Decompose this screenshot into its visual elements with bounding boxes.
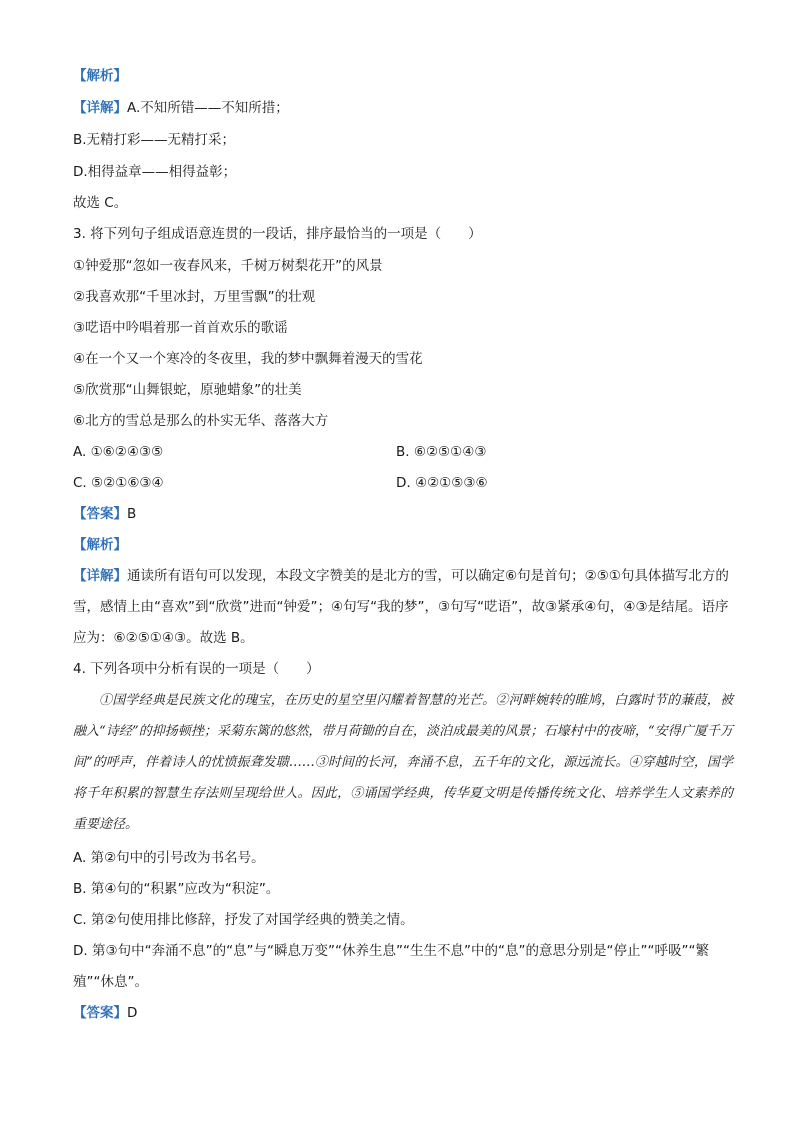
detail-line bbox=[73, 98, 289, 118]
detail-text: A.不知所错——不知所措； bbox=[127, 100, 289, 116]
q4-passage: ①国学经典是民族文化的瑰宝，在历史的星空里闪耀着智慧的光芒。②河畔婉转的睢鸠，白露时节的蒹葭，被融入“诗经”的抑扬顿挫；采菊东篱的悠然，带月荷锄的自在，淡泊成最美的风景；石壕村中的夜啼，“安得广厦千万间”的呼声，伴着诗人的忧愤振聋发聩……③时间的长河，奔涌不息，五千年的文化，源远流长。④穿越时空，国学将千年积累的智慧生存法则呈现给世人。因此，⑤诵国学经典，传华夏文明是传播传统文化、培养学生人文素养的重要途径。 bbox=[73, 693, 733, 832]
q3-item-1: ①钟爱那“忽如一夜春风来，千树万树梨花开”的风景 bbox=[73, 258, 383, 274]
q4-stem: 4. 下列各项中分析有误的一项是（ ） bbox=[73, 661, 320, 677]
q3-item-5: ⑤欣赏那“山舞银蛇，原驰蜡象”的壮美 bbox=[73, 382, 302, 398]
q3-item-6: ⑥北方的雪总是那么的朴实无华、落落大方 bbox=[73, 413, 329, 429]
answer-tag: 【答案】 bbox=[73, 506, 127, 522]
q4-option-a: A. 第②句中的引号改为书名号。 bbox=[73, 850, 265, 866]
q4-option-b: B. 第④句的“积累”应改为“积淀”。 bbox=[73, 881, 280, 897]
detail-tag: 【详解】 bbox=[73, 568, 127, 584]
answer-value: D bbox=[127, 1005, 138, 1021]
q3-option-c: C. ⑤②①⑥③④ bbox=[73, 475, 164, 491]
q3-stem: 3. 将下列句子组成语意连贯的一段话，排序最恰当的一项是（ ） bbox=[73, 226, 482, 242]
q3-answer bbox=[73, 504, 136, 524]
q3-item-2: ②我喜欢那“千里冰封，万里雪飘”的壮观 bbox=[73, 289, 316, 305]
q3-option-a: A. ①⑥②④③⑤ bbox=[73, 444, 164, 460]
analysis-heading: 【解析】 bbox=[73, 68, 127, 84]
q4-option-c: C. 第②句使用排比修辞，抒发了对国学经典的赞美之情。 bbox=[73, 912, 414, 928]
q3-option-b: B. ⑥②⑤①④③ bbox=[396, 444, 487, 460]
q4-answer bbox=[73, 1003, 137, 1023]
correction-b: B.无精打彩——无精打采； bbox=[73, 132, 236, 148]
q3-analysis-heading: 【解析】 bbox=[73, 537, 127, 553]
choose-line: 故选 C。 bbox=[73, 195, 128, 211]
q3-detail bbox=[73, 561, 733, 654]
answer-value: B bbox=[127, 506, 137, 522]
q3-item-4: ④在一个又一个寒冷的冬夜里，我的梦中飘舞着漫天的雪花 bbox=[73, 351, 423, 367]
q4-option-d: D. 第③句中“奔涌不息”的“息”与“瞬息万变”“休养生息”“生生不息”中的“息”的意思分别是“停止”“呼吸”“繁殖”“休息”。 bbox=[73, 943, 709, 990]
q3-option-d: D. ④②①⑤③⑥ bbox=[396, 475, 488, 491]
q3-item-3: ③呓语中吟唱着那一首首欢乐的歌谣 bbox=[73, 320, 288, 336]
correction-d: D.相得益章——相得益彰； bbox=[73, 164, 237, 180]
detail-tag: 【详解】 bbox=[73, 100, 127, 116]
answer-tag: 【答案】 bbox=[73, 1005, 127, 1021]
detail-text: 通读所有语句可以发现，本段文字赞美的是北方的雪，可以确定⑥句是首句；②⑤①句具体描写北方的雪，感情上由“喜欢”到“欣赏”进而“钟爱”；④句写“我的梦”，③句写“呓语”，故③紧承④句，④③是结尾。语序应为：⑥②⑤①④③。故选 B。 bbox=[73, 568, 729, 646]
